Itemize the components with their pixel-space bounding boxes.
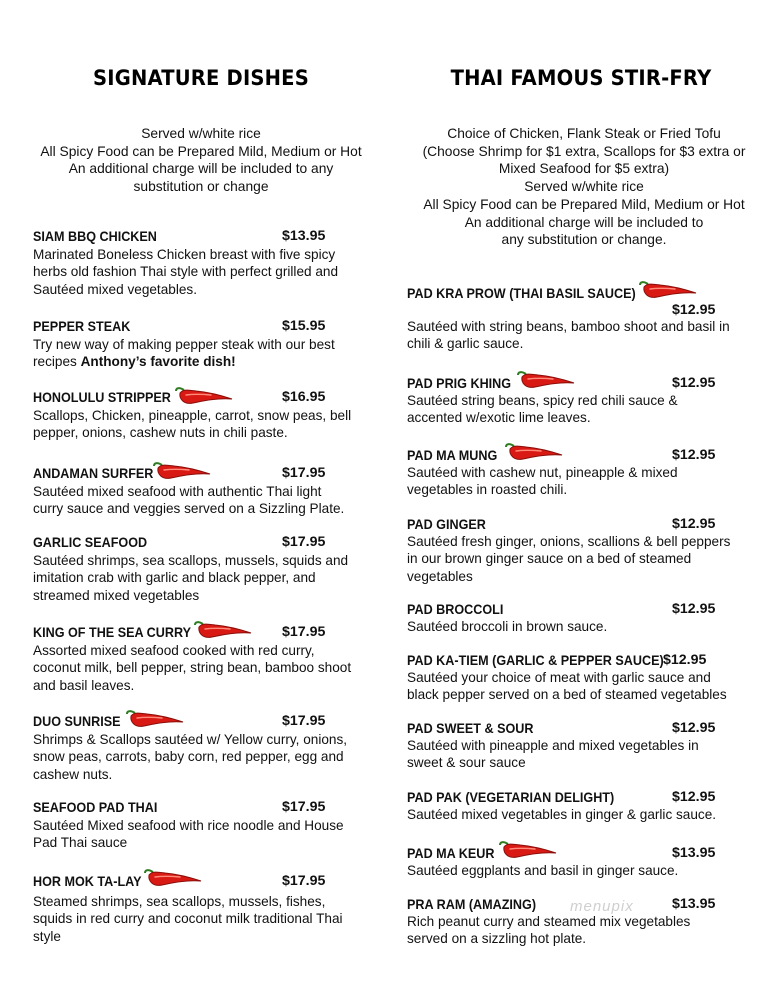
description-line: and basil leaves. <box>33 677 135 693</box>
dish-name: ANDAMAN SURFER <box>33 465 154 481</box>
dish-name: GARLIC SEAFOOD <box>33 534 148 550</box>
description-line: Sautéed with cashew nut, pineapple & mixed <box>407 465 678 480</box>
dish-name: PAD KRA PROW (THAI BASIL SAUCE) <box>407 285 636 301</box>
description-line: Assorted mixed seafood cooked with red curry, <box>33 643 315 658</box>
description-line: Shrimps & Scallops sautéed w/ Yellow curry, onions, <box>33 732 348 747</box>
dish-name: SEAFOOD PAD THAI <box>33 799 158 815</box>
dish-name: PAD BROCCOLI <box>407 601 504 617</box>
description-line: Sautéed shrimps, sea scallops, mussels, squids and <box>33 553 349 568</box>
dish-name: PAD MA KEUR <box>407 845 495 861</box>
description-line: streamed mixed vegetables <box>33 587 200 603</box>
description-line: Sautéed Mixed seafood with rice noodle and House <box>33 818 344 833</box>
chili-pepper-icon <box>194 618 252 642</box>
description-line: style <box>33 928 61 944</box>
dish-description <box>33 731 347 783</box>
dish-price: $17.95 <box>282 534 326 550</box>
dish-name: SIAM BBQ CHICKEN <box>33 228 157 244</box>
dish-name: PAD GINGER <box>407 516 486 532</box>
intro-line: any substitution or change. <box>501 232 667 248</box>
dish-price: $17.95 <box>282 624 326 640</box>
description-line: imitation crab with garlic and black pepper, and <box>33 570 316 586</box>
menupix-watermark: menupix <box>570 898 634 915</box>
dish-description <box>33 552 348 604</box>
dish-price: $12.95 <box>672 720 716 736</box>
dish-name: KING OF THE SEA CURRY <box>33 624 191 640</box>
dish-description <box>407 464 678 499</box>
description-line: Sautéed with string beans, bamboo shoot and basil in <box>407 319 730 334</box>
dish-description <box>407 533 730 585</box>
thai-stir-fry-intro <box>400 125 768 249</box>
dish-description <box>33 336 335 371</box>
dish-name: PAD KA-TIEM (GARLIC & PEPPER SAUCE) <box>407 652 664 668</box>
description-line: vegetables in roasted chili. <box>407 482 568 498</box>
favorite-note: Anthony’s favorite dish! <box>80 354 236 370</box>
signature-dishes-heading: SIGNATURE DISHES <box>93 66 309 90</box>
description-line: cashew nuts. <box>33 766 113 782</box>
description-line: Pad Thai sauce <box>33 835 128 851</box>
dish-name: HOR MOK TA-LAY <box>33 873 142 889</box>
dish-price: $12.95 <box>672 601 716 617</box>
description-line: Sautéed fresh ginger, onions, scallions & bell peppers <box>407 534 731 549</box>
dish-description <box>407 392 678 427</box>
description-line: black pepper served on a bed of steamed vegetables <box>407 687 727 703</box>
dish-price: $12.95 <box>672 447 716 463</box>
description-line: coconut milk, bell pepper, string bean, bamboo shoot <box>33 660 352 676</box>
dish-name: DUO SUNRISE <box>33 713 121 729</box>
dish-name: PEPPER STEAK <box>33 318 131 334</box>
description-line: accented w/exotic lime leaves. <box>407 410 591 426</box>
chili-pepper-icon <box>499 838 557 862</box>
description-line: Sautéed mixed seafood with authentic Thai light <box>33 484 322 499</box>
dish-description <box>33 893 343 945</box>
dish-price: $12.95 <box>672 789 716 805</box>
dish-price: $15.95 <box>282 318 326 334</box>
dish-description <box>407 806 716 823</box>
description-line: Sautéed broccoli in brown sauce. <box>407 619 608 634</box>
intro-line: Served w/white rice <box>524 179 644 195</box>
dish-name: PRA RAM (AMAZING) <box>407 896 537 912</box>
signature-dishes-intro <box>20 125 382 196</box>
dish-name: PAD PAK (VEGETARIAN DELIGHT) <box>407 789 615 805</box>
description-line: curry sauce and veggies served on a Sizzling Plate. <box>33 501 345 517</box>
dish-price: $12.95 <box>672 516 716 532</box>
intro-line: Served w/white rice <box>141 126 261 141</box>
chili-pepper-icon <box>505 440 563 464</box>
intro-line: An additional charge will be included to <box>464 214 704 230</box>
intro-line: (Choose Shrimp for $1 extra, Scallops for $3 extra or <box>422 143 746 159</box>
description-line: squids in red curry and coconut milk traditional Thai <box>33 911 343 927</box>
dish-description <box>407 618 607 635</box>
description-line: Sautéed eggplants and basil in ginger sauce. <box>407 863 679 878</box>
dish-name: PAD MA MUNG <box>407 447 498 463</box>
dish-description <box>407 669 727 704</box>
dish-description <box>407 737 699 772</box>
dish-price: $12.95 <box>672 375 716 391</box>
chili-pepper-icon <box>517 368 575 392</box>
dish-price: $17.95 <box>282 713 326 729</box>
description-line: Marinated Boneless Chicken breast with five spicy <box>33 247 336 262</box>
description-line: Sautéed with pineapple and mixed vegetables in <box>407 738 699 753</box>
dish-price: $17.95 <box>282 799 326 815</box>
dish-description <box>33 246 338 298</box>
description-line: served on a sizzling hot plate. <box>407 931 587 947</box>
dish-description <box>33 407 351 442</box>
dish-description <box>407 862 678 879</box>
intro-line: An additional charge will be included to any <box>68 161 334 177</box>
dish-description <box>33 817 344 852</box>
description-line <box>33 353 335 370</box>
dish-description <box>33 483 344 518</box>
description-text: recipes <box>33 354 81 370</box>
chili-pepper-icon <box>175 384 233 408</box>
dish-price: $17.95 <box>282 873 326 889</box>
chili-pepper-icon <box>153 459 211 483</box>
dish-description <box>407 318 730 353</box>
thai-stir-fry-heading: THAI FAMOUS STIR-FRY <box>450 66 712 90</box>
description-line: Sautéed mixed vegetables in ginger & garlic sauce. <box>407 807 717 822</box>
intro-line: Mixed Seafood for $5 extra) <box>498 161 670 177</box>
intro-line: All Spicy Food can be Prepared Mild, Medium or Hot <box>40 143 362 159</box>
dish-description <box>407 913 690 948</box>
dish-name: HONOLULU STRIPPER <box>33 389 171 405</box>
description-line: Rich peanut curry and steamed mix vegetables <box>407 914 691 929</box>
description-line: chili & garlic sauce. <box>407 336 524 352</box>
description-line: Scallops, Chicken, pineapple, carrot, snow peas, bell <box>33 408 352 423</box>
dish-price: $16.95 <box>282 389 326 405</box>
description-line: Sautéed your choice of meat with garlic sauce and <box>407 670 711 685</box>
dish-price: $13.95 <box>282 228 326 244</box>
dish-price: $13.95 <box>672 896 716 912</box>
dish-name: PAD PRIG KHING <box>407 375 512 391</box>
dish-name: PAD SWEET & SOUR <box>407 720 534 736</box>
intro-line: Choice of Chicken, Flank Steak or Fried Tofu <box>447 126 721 141</box>
dish-price: $12.95 <box>663 652 707 668</box>
description-line: herbs old fashion Thai style with perfect grilled and <box>33 264 339 280</box>
description-line: snow peas, carrots, baby corn, red pepper, egg and <box>33 749 344 765</box>
description-line: in our brown ginger sauce on a bed of steamed <box>407 551 692 567</box>
intro-line: All Spicy Food can be Prepared Mild, Medium or Hot <box>423 196 745 212</box>
description-line: pepper, onions, cashew nuts in chili paste. <box>33 425 288 441</box>
description-line: sweet & sour sauce <box>407 755 526 771</box>
dish-price: $13.95 <box>672 845 716 861</box>
description-line: Sautéed mixed vegetables. <box>33 281 197 297</box>
description-line: Sautéed string beans, spicy red chili sauce & <box>407 393 678 408</box>
chili-pepper-icon <box>144 866 202 890</box>
chili-pepper-icon <box>126 707 184 731</box>
description-line: Try new way of making pepper steak with our best <box>33 337 335 352</box>
dish-price: $17.95 <box>282 465 326 481</box>
chili-pepper-icon <box>639 278 697 302</box>
dish-price: $12.95 <box>672 302 716 318</box>
intro-line: substitution or change <box>133 179 269 195</box>
description-line: Steamed shrimps, sea scallops, mussels, fishes, <box>33 894 326 909</box>
description-line: vegetables <box>407 568 473 584</box>
dish-description <box>33 642 351 694</box>
